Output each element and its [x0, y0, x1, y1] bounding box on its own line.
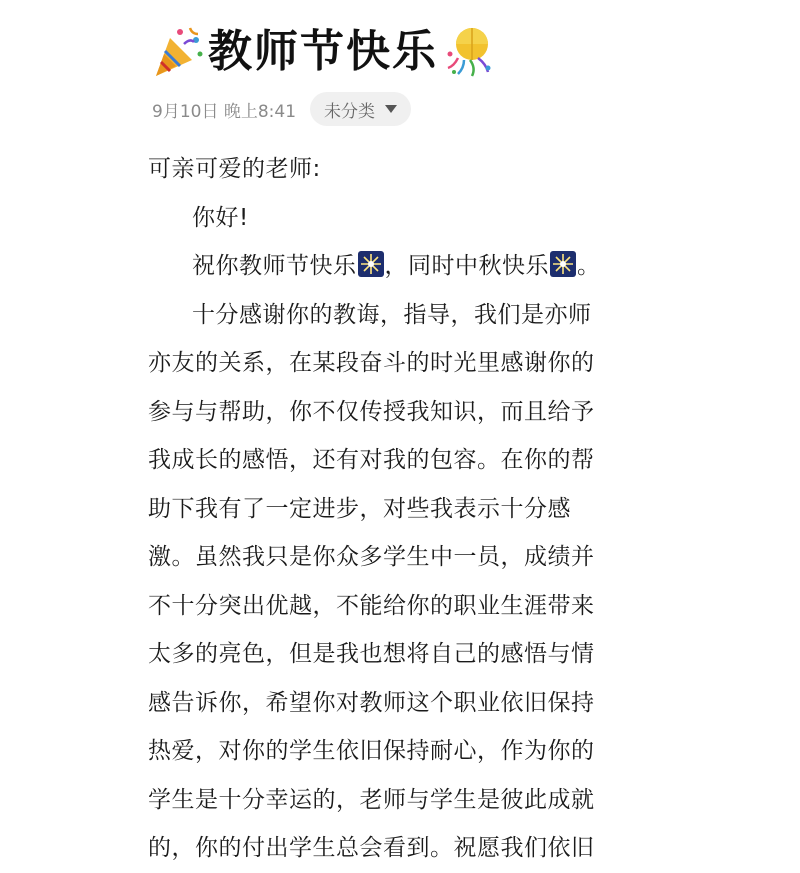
sparkler-icon	[358, 251, 384, 277]
note-body[interactable]	[148, 145, 648, 873]
body-line: 助下我有了一定进步，对些我表示十分感	[148, 495, 571, 522]
note-timestamp: 9月10日 晚上8:41	[152, 101, 297, 122]
wish-text-3: 。	[577, 253, 601, 279]
body-line: 不十分突出优越，不能给你的职业生涯带来	[148, 592, 595, 619]
party-popper-icon	[150, 24, 206, 80]
wish-line	[148, 242, 648, 291]
sparkler-icon	[550, 251, 576, 277]
category-dropdown[interactable]	[310, 92, 411, 126]
body-line: 热爱，对你的学生依旧保持耐心，作为你的	[148, 738, 595, 764]
wish-text-1: 祝你教师节快乐	[192, 253, 357, 279]
body-line: 学生是十分幸运的，老师与学生是彼此成就	[148, 786, 595, 813]
hello-line: 你好!	[192, 204, 249, 231]
category-label: 未分类	[324, 101, 376, 122]
confetti-ball-icon	[440, 24, 496, 80]
note-title: 教师节快乐	[208, 26, 438, 77]
body-line: 感告诉你，希望你对教师这个职业依旧保持	[148, 689, 595, 716]
body-line: 参与与帮助，你不仅传授我知识，而且给予	[148, 398, 595, 425]
note-meta-row	[152, 92, 411, 126]
greeting-line: 可亲可爱的老师:	[148, 156, 321, 182]
body-line: 亦友的关系，在某段奋斗的时光里感谢你的	[148, 350, 595, 376]
body-line: 十分感谢你的教诲，指导，我们是亦师	[192, 301, 592, 328]
wish-text-2: ，同时中秋快乐	[384, 253, 549, 279]
body-line: 太多的亮色，但是我也想将自己的感悟与情	[148, 641, 595, 667]
body-line: 我成长的感悟，还有对我的包容。在你的帮	[148, 447, 595, 473]
caret-down-icon	[385, 105, 397, 113]
body-line: 激。虽然我只是你众多学生中一员，成绩并	[148, 544, 595, 570]
body-line: 的，你的付出学生总会看到。祝愿我们依旧	[148, 835, 595, 861]
note-title-row	[150, 20, 496, 84]
